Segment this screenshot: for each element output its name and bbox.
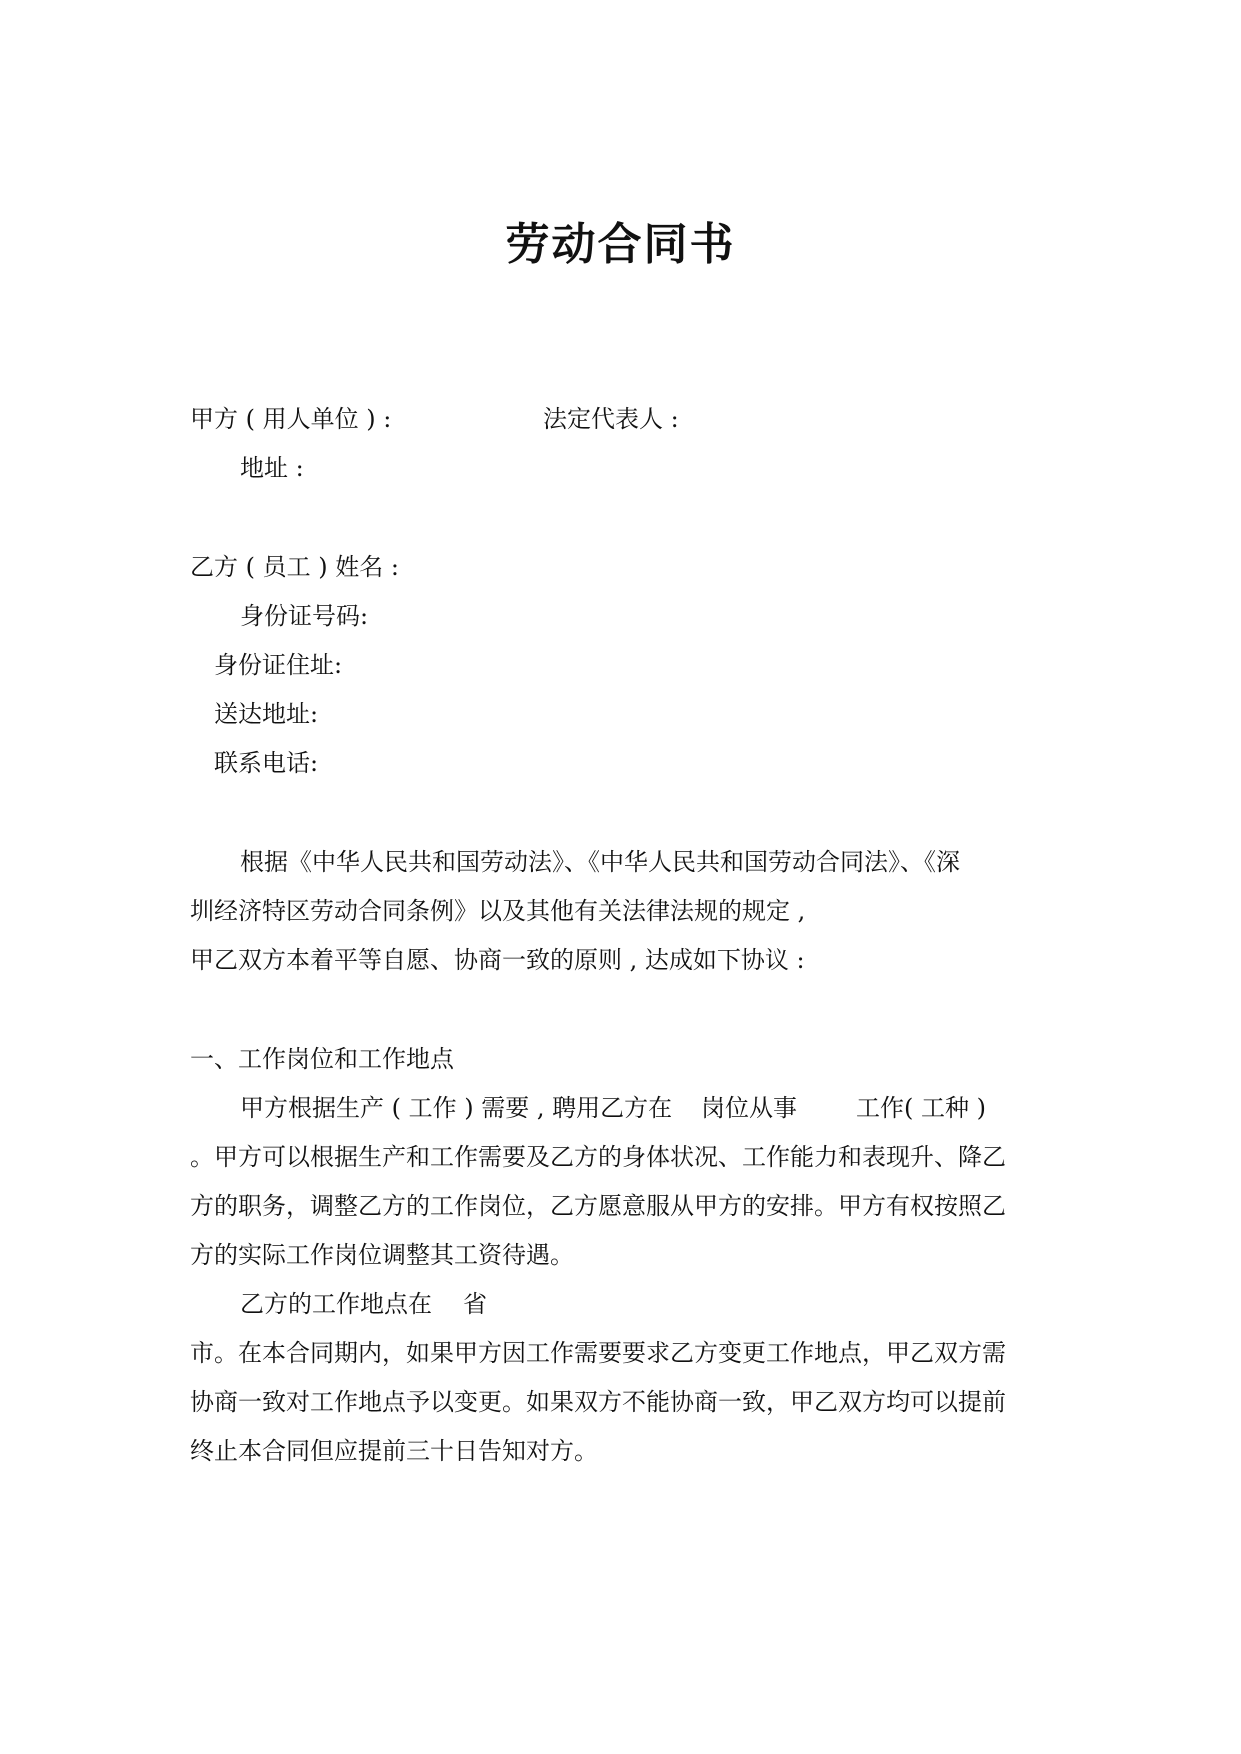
preamble-line: 根据《中华人民共和国劳动法》、《中华人民共和国劳动合同法》、《深	[240, 848, 960, 876]
paragraph-line: 方的职务，调整乙方的工作岗位，乙方愿意服从甲方的安排。甲方有权按照乙	[190, 1192, 1006, 1220]
paragraph-line: 协商一致对工作地点予以变更。如果双方不能协商一致，甲乙双方均可以提前	[190, 1388, 1006, 1416]
party-a-label: 甲方 ( 用人单位 ) :	[190, 405, 392, 433]
paragraph-line: 。甲方可以根据生产和工作需要及乙方的身体状况、工作能力和表现升、降乙	[190, 1143, 1006, 1171]
phone-label: 联系电话:	[214, 749, 319, 777]
preamble-line: 甲乙双方本着平等自愿、协商一致的原则 , 达成如下协议 :	[190, 946, 805, 974]
paragraph-line: 终止本合同但应提前三十日告知对方。	[190, 1437, 598, 1465]
job-clause-start: 甲方根据生产 ( 工作 ) 需要 , 聘用乙方在	[240, 1094, 673, 1122]
id-number-label: 身份证号码:	[240, 602, 369, 630]
job-clause-position: 岗位从事	[701, 1094, 797, 1122]
party-b-name-label: 乙方 ( 员工 ) 姓名 :	[190, 553, 399, 581]
paragraph-line: 方的实际工作岗位调整其工资待遇。	[190, 1241, 574, 1269]
party-a-address-label: 地址 :	[240, 454, 304, 482]
paragraph-line: 市。在本合同期内，如果甲方因工作需要要求乙方变更工作地点，甲乙双方需	[190, 1339, 1006, 1367]
document-title: 劳动合同书	[505, 219, 736, 270]
section-heading: 一、工作岗位和工作地点	[190, 1045, 454, 1073]
preamble-line: 圳经济特区劳动合同条例》以及其他有关法律法规的规定 ,	[190, 897, 806, 925]
job-clause-type: 工作( 工种 )	[856, 1094, 986, 1122]
legal-rep-label: 法定代表人 :	[543, 405, 679, 433]
location-clause-start: 乙方的工作地点在	[240, 1290, 432, 1318]
location-clause-province: 省	[463, 1290, 487, 1318]
id-address-label: 身份证住址:	[214, 651, 343, 679]
delivery-address-label: 送达地址:	[214, 700, 319, 728]
